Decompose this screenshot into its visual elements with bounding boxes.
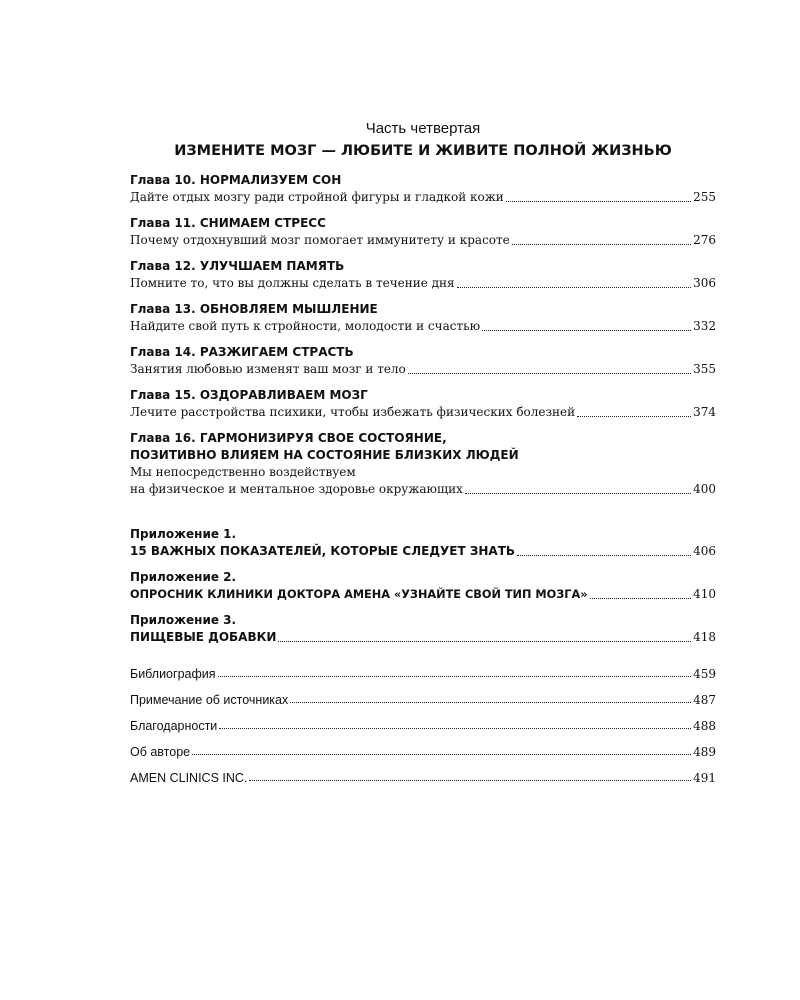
appendix-label: Приложение 1. bbox=[130, 527, 237, 541]
chapter-subtitle: Дайте отдых мозгу ради стройной фигуры и гладкой кожи bbox=[130, 190, 504, 204]
chapter-subtitle: Лечите расстройства психики, чтобы избежать физических болезней bbox=[130, 405, 576, 419]
toc-chapter-14 bbox=[130, 344, 716, 378]
toc-appendix-2 bbox=[130, 569, 716, 603]
page-number: 487 bbox=[693, 693, 716, 707]
dot-leader bbox=[218, 676, 692, 677]
toc-chapter-15 bbox=[130, 387, 716, 421]
appendix-label: Приложение 3. bbox=[130, 613, 237, 627]
dot-leader bbox=[249, 780, 691, 781]
chapter-heading: Глава 11. СНИМАЕМ СТРЕСС bbox=[130, 216, 326, 230]
chapter-heading-line-2: ПОЗИТИВНО ВЛИЯЕМ НА СОСТОЯНИЕ БЛИЗКИХ ЛЮДЕЙ bbox=[130, 448, 519, 462]
dot-leader bbox=[590, 598, 692, 599]
page-number: 488 bbox=[693, 719, 716, 733]
chapter-heading-line-1: Глава 16. ГАРМОНИЗИРУЯ СВОЕ СОСТОЯНИЕ, bbox=[130, 431, 447, 445]
entry-title: AMEN CLINICS INC. bbox=[130, 771, 248, 785]
toc-line bbox=[130, 629, 716, 646]
page-number: 374 bbox=[693, 405, 716, 419]
part-label: Часть четвертая bbox=[365, 120, 481, 137]
dot-leader bbox=[577, 416, 691, 417]
toc-chapter-10 bbox=[130, 172, 716, 206]
appendix-title: ОПРОСНИК КЛИНИКИ ДОКТОРА АМЕНА «УЗНАЙТЕ СВОЙ ТИП МОЗГА» bbox=[130, 588, 588, 601]
toc-chapter-16 bbox=[130, 430, 716, 498]
entry-title: Благодарности bbox=[130, 719, 218, 733]
toc-page bbox=[130, 120, 716, 785]
chapter-subtitle: Почему отдохнувший мозг помогает иммунитету и красоте bbox=[130, 233, 510, 247]
page-number: 418 bbox=[693, 630, 716, 644]
toc-line bbox=[130, 586, 716, 603]
part-title: ИЗМЕНИТЕ МОЗГ — ЛЮБИТЕ И ЖИВИТЕ ПОЛНОЙ ЖИЗНЬЮ bbox=[174, 143, 672, 159]
toc-chapter-11 bbox=[130, 215, 716, 249]
chapter-subtitle: Занятия любовью изменят ваш мозг и тело bbox=[130, 362, 406, 376]
toc-line bbox=[130, 404, 716, 421]
toc-line bbox=[130, 189, 716, 206]
toc-amen-clinics bbox=[130, 759, 716, 785]
entry-title: Об авторе bbox=[130, 745, 191, 759]
page-number: 489 bbox=[693, 745, 716, 759]
toc-line bbox=[130, 543, 716, 560]
page-number: 406 bbox=[693, 544, 716, 558]
dot-leader bbox=[278, 641, 691, 642]
dot-leader bbox=[408, 373, 691, 374]
dot-leader bbox=[506, 201, 691, 202]
page-number: 276 bbox=[693, 233, 716, 247]
page-number: 400 bbox=[693, 482, 716, 496]
dot-leader bbox=[512, 244, 691, 245]
page-number: 255 bbox=[693, 190, 716, 204]
toc-sources-note bbox=[130, 681, 716, 707]
page-number: 306 bbox=[693, 276, 716, 290]
toc-line bbox=[130, 481, 716, 498]
toc-chapter-12 bbox=[130, 258, 716, 292]
appendix-title: ПИЩЕВЫЕ ДОБАВКИ bbox=[130, 630, 277, 644]
dot-leader bbox=[517, 555, 691, 556]
dot-leader bbox=[465, 493, 691, 494]
chapter-subtitle-line-2: на физическое и ментальное здоровье окружающих bbox=[130, 482, 463, 496]
page-number: 355 bbox=[693, 362, 716, 376]
page-number: 491 bbox=[693, 771, 716, 785]
toc-appendix-3 bbox=[130, 612, 716, 646]
chapter-heading: Глава 13. ОБНОВЛЯЕМ МЫШЛЕНИЕ bbox=[130, 302, 378, 316]
entry-title: Библиография bbox=[130, 667, 216, 681]
toc-bibliography bbox=[130, 655, 716, 681]
page-number: 410 bbox=[693, 587, 716, 601]
page-number: 332 bbox=[693, 319, 716, 333]
chapter-subtitle: Помните то, что вы должны сделать в течение дня bbox=[130, 276, 455, 290]
toc-line bbox=[130, 232, 716, 249]
chapter-heading: Глава 12. УЛУЧШАЕМ ПАМЯТЬ bbox=[130, 259, 345, 273]
toc-chapter-13 bbox=[130, 301, 716, 335]
toc-line bbox=[130, 275, 716, 292]
chapter-subtitle-line-1: Мы непосредственно воздействуем bbox=[130, 465, 356, 479]
dot-leader bbox=[192, 754, 691, 755]
dot-leader bbox=[290, 702, 691, 703]
toc-appendix-1 bbox=[130, 526, 716, 560]
entry-title: Примечание об источниках bbox=[130, 693, 289, 707]
toc-about-author bbox=[130, 733, 716, 759]
toc-acknowledgements bbox=[130, 707, 716, 733]
appendix-title: 15 ВАЖНЫХ ПОКАЗАТЕЛЕЙ, КОТОРЫЕ СЛЕДУЕТ ЗНАТЬ bbox=[130, 544, 516, 558]
chapter-heading: Глава 14. РАЗЖИГАЕМ СТРАСТЬ bbox=[130, 345, 354, 359]
dot-leader bbox=[482, 330, 691, 331]
chapter-subtitle: Найдите свой путь к стройности, молодости и счастью bbox=[130, 319, 481, 333]
dot-leader bbox=[219, 728, 691, 729]
table-of-contents bbox=[130, 172, 716, 785]
chapter-heading: Глава 15. ОЗДОРАВЛИВАЕМ МОЗГ bbox=[130, 388, 368, 402]
toc-line bbox=[130, 318, 716, 335]
toc-line bbox=[130, 361, 716, 378]
dot-leader bbox=[457, 287, 691, 288]
appendix-label: Приложение 2. bbox=[130, 570, 237, 584]
page-number: 459 bbox=[693, 667, 716, 681]
chapter-heading: Глава 10. НОРМАЛИЗУЕМ СОН bbox=[130, 173, 342, 187]
